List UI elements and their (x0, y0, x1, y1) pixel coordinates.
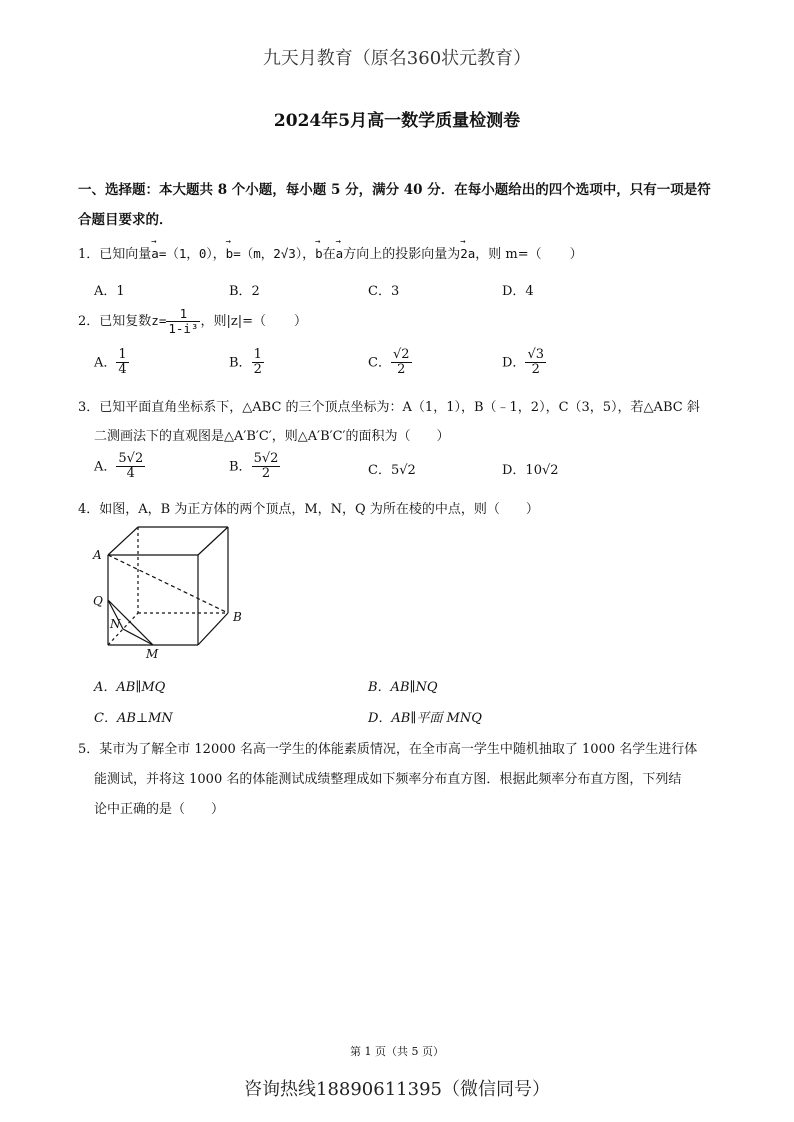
q4-option-d[interactable]: D．AB∥平面 MNQ (368, 711, 482, 726)
question-4: 4．如图，A，B 为正方体的两个顶点，M，N，Q 为所在棱的中点，则（ ） (78, 502, 539, 517)
q2-fraction: $\frac{1}{\text{1-i³}}$ (168, 306, 199, 336)
q1-option-c[interactable]: C．3 (368, 284, 400, 299)
label-a: A (93, 548, 102, 562)
section-heading-line1: 一、选择题：本大题共 8 个小题，每小题 5 分，满分 40 分．在每小题给出的四个选项中，只有一项是符 (78, 182, 711, 198)
question-5-line1: 5．某市为了解全市 12000 名高一学生的体能素质情况，在全市高一学生中随机抽取了 1000 名学生进行体 (78, 742, 698, 757)
section-heading-line2: 合题目要求的． (78, 212, 173, 228)
label-n: N (110, 617, 121, 631)
footer-contact: 咨询热线18890611395（微信同号） (244, 1079, 550, 1100)
q2-option-b[interactable]: B． $\frac{1}{2}$ (229, 347, 262, 378)
q4-option-a[interactable]: A．AB∥MQ (94, 680, 166, 695)
cube-figure (88, 525, 258, 665)
q2-option-c[interactable]: C． $\frac{√2}{2}$ (368, 347, 410, 378)
q4-option-c[interactable]: C．AB⊥MN (94, 711, 173, 726)
cube-edge (198, 527, 228, 555)
q1-option-a[interactable]: A．1 (94, 284, 125, 299)
cube-edge (108, 527, 138, 555)
cube-edge (198, 613, 228, 645)
vector-b-2: → b (315, 246, 323, 261)
page-title: 2024年5月高一数学质量检测卷 (273, 111, 521, 131)
question-5-line3: 论中正确的是（ ） (94, 802, 225, 817)
segment-nm (123, 629, 153, 645)
q2-option-d[interactable]: D． $\frac{√3}{2}$ (502, 347, 544, 378)
question-2: 2．已知复数z= $\frac{1}{\text{1-i³}}$ ，则|z|=（ ） (78, 306, 307, 336)
page-number: 第 1 页（共 5 页） (350, 1045, 444, 1058)
q3-option-b[interactable]: B． $\frac{5√2}{2}$ (229, 451, 279, 482)
q1-option-b[interactable]: B．2 (229, 284, 260, 299)
vector-2a: → 2a (460, 246, 475, 261)
q4-option-b[interactable]: B．AB∥NQ (368, 680, 438, 695)
q1-option-d[interactable]: D．4 (502, 284, 534, 299)
label-m: M (146, 647, 159, 661)
question-3-line1: 3．已知平面直角坐标系下，△ABC 的三个顶点坐标为：A（1，1），B（﹣1，2），C（3，5），若△ABC 斜 (78, 400, 700, 415)
q3-option-a[interactable]: A． $\frac{5√2}{4}$ (94, 451, 144, 482)
question-1: 1．已知向量→ a=（1，0），→ b=（m，2√3），→ b在→ a方向上的投影向量为→ 2a，则 m=（ ） (78, 243, 583, 262)
q3-option-d[interactable]: D．10√2 (502, 463, 559, 478)
q3-option-c[interactable]: C．5√2 (368, 463, 416, 478)
label-q: Q (93, 594, 103, 608)
label-b: B (233, 610, 242, 624)
segment-ab (108, 555, 228, 613)
vector-a: → a (151, 246, 159, 261)
question-5-line2: 能测试，并将这 1000 名的体能测试成绩整理成如下频率分布直方图．根据此频率分布直方图，下列结 (94, 772, 682, 787)
q2-option-a[interactable]: A． $\frac{1}{4}$ (94, 347, 127, 378)
vector-a-2: → a (336, 246, 344, 261)
question-3-line2: 二测画法下的直观图是△A′B′C′，则△A′B′C′的面积为（ ） (94, 429, 450, 444)
header-banner: 九天月教育（原名360状元教育） (262, 48, 532, 69)
vector-b: → b (226, 246, 234, 261)
